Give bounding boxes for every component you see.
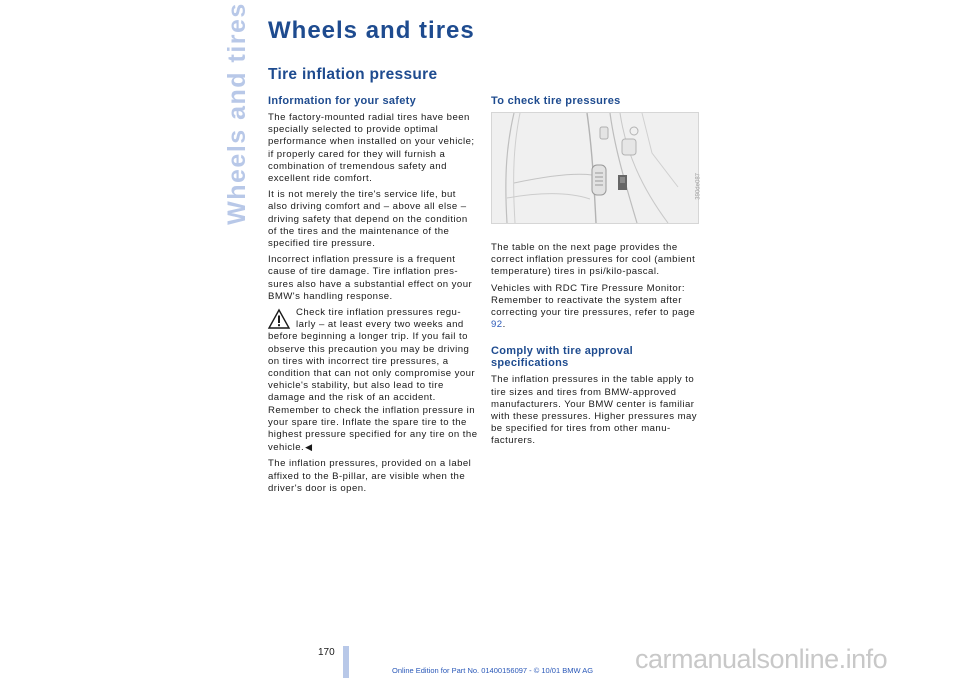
b-pillar-drawing bbox=[492, 113, 698, 223]
section-title: Tire inflation pressure bbox=[268, 66, 438, 83]
right-column bbox=[491, 95, 703, 452]
end-mark-icon: ◀ bbox=[305, 442, 313, 453]
side-tab bbox=[222, 1, 252, 225]
approval-heading: Comply with tire approval specifications bbox=[491, 345, 633, 370]
site-watermark: carmanualsonline.info bbox=[635, 644, 888, 674]
page-title: Wheels and tires bbox=[268, 17, 475, 44]
edition-footer: Online Edition for Part No. 01400156097 - © 10/01 BMW AG bbox=[392, 666, 594, 675]
warning-text: Check tire inflation pressures regu-larly – at least every two weeks and before beginning a longer trip. If you fail to observe this precaution you may be driving on tires with incorrect tire pressures, a condition that can not only compromise your vehicle's stability, but also lead to tire damage and the risk of an accident. Remember to check the inflation pressure in your spare tire. Inflate the spare tire to the highest pressure specified for any tire on the vehicle. bbox=[268, 307, 478, 454]
safety-paragraph-4: The inflation pressures, provided on a label affixed to the B-pillar, are visible when the driver's door is open. bbox=[268, 458, 472, 494]
safety-paragraph-2: It is not merely the tire's service life, but also driving comfort and – above all else – driving safety that depend on the condition of the tires and the maintenance of the specified tire pressure. bbox=[268, 189, 468, 250]
safety-paragraph-1: The factory-mounted radial tires have been specially selected to provide optimal performance when installed on your vehicle; if properly cared for they will furnish a combination of tremendous safety and excellent ride comfort. bbox=[268, 112, 475, 185]
page-92-link[interactable]: 92 bbox=[491, 319, 503, 331]
rdc-text: Vehicles with RDC Tire Pressure Monitor: Remember to reactivate the system after correcting your tire pressures, refer to page bbox=[491, 282, 696, 319]
safety-heading: Information for your safety bbox=[268, 95, 417, 107]
page-bar bbox=[343, 646, 349, 678]
approval-paragraph: The inflation pressures in the table apply to tire sizes and tires from BMW-approved manufacturers. Your BMW center is familiar with these pressures. Higher pressures may be specified for tires from other manu-facturers. bbox=[491, 374, 698, 447]
page-number: 170 bbox=[318, 647, 335, 658]
safety-paragraph-3: Incorrect inflation pressure is a frequent cause of tire damage. Tire inflation pres-sures also have a substantial effect on your BMW's handling response. bbox=[268, 254, 473, 302]
check-paragraph-1: The table on the next page provides the correct inflation pressures for cool (ambient temperature) tires in psi/kilo-pascal. bbox=[491, 242, 696, 278]
check-paragraph-2 bbox=[491, 283, 703, 332]
side-tab-label: Wheels and tires bbox=[222, 1, 251, 225]
rdc-period: . bbox=[502, 319, 506, 331]
left-column bbox=[268, 95, 478, 499]
check-pressure-heading: To check tire pressures bbox=[491, 95, 621, 107]
warning-triangle-icon bbox=[268, 309, 290, 329]
b-pillar-illustration bbox=[491, 112, 702, 224]
figure-code: 390de087 bbox=[696, 173, 702, 200]
warning-paragraph bbox=[268, 307, 478, 454]
